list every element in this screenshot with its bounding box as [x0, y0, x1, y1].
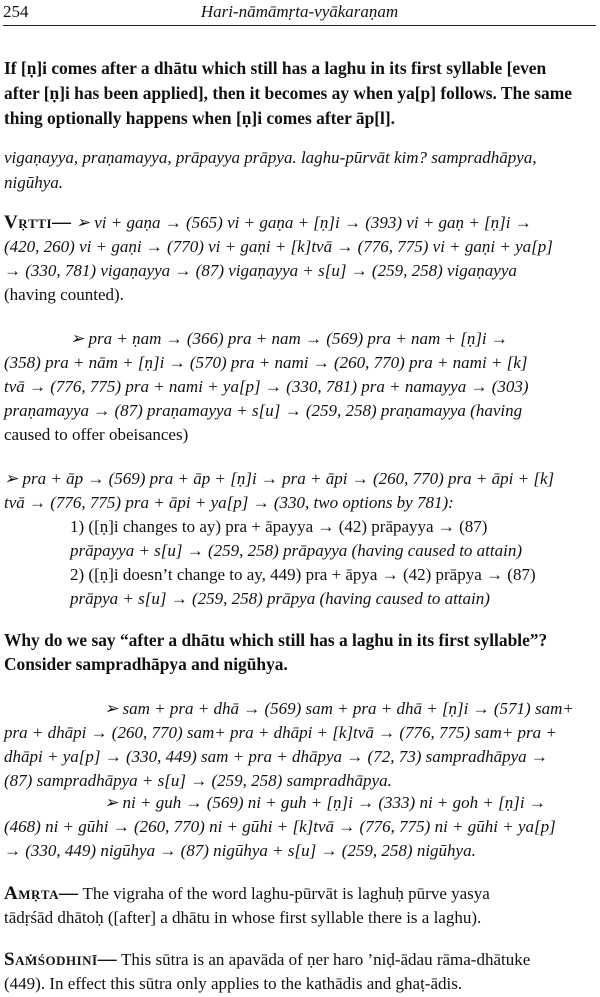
derivation-line: (358) pra + nām + [ṇ]i → (570) pra + nami → (260, 770) pra + nami + [k]: [4, 353, 528, 372]
amrta-heading: Amṛta—: [4, 883, 79, 904]
derivation-line: (87) sampradhāpya + s[u] → (259, 258) sampradhāpya.: [4, 771, 392, 790]
examples-line: vigaṇayya, praṇamayya, prāpayya prāpya. laghu-pūrvāt kim? sampradhāpya,: [4, 148, 537, 167]
vrtti-derivation-pranam: [4, 327, 594, 447]
derivation-line: caused to offer obeisances): [4, 425, 189, 444]
counter-derivation-niguh: [4, 791, 594, 863]
question-line: Consider sampradhāpya and nigūhya.: [4, 654, 288, 674]
commentary-line: (449). In effect this sūtra only applies to the kathādis and ghaṭ-ādis.: [4, 974, 463, 993]
derivation-line: (420, 260) vi + gaṇi → (770) vi + gaṇi + [k]tvā → (776, 775) vi + gaṇi + ya[p]: [4, 237, 553, 256]
samsodhini-heading: Saṁśodhinī—: [4, 949, 118, 970]
vrtti-derivation-vigana: [4, 211, 594, 307]
option-one: [4, 515, 594, 563]
derivation-line: tvā → (776, 775) pra + āpi + ya[p] → (330, two options by 781):: [4, 493, 454, 512]
derivation-line: → (330, 449) nigūhya → (87) nigūhya + s[u] → (259, 258) nigūhya.: [4, 841, 476, 860]
amrta-commentary: [4, 882, 594, 930]
derivation-line: ➢ pra + ṇam → (366) pra + nam → (569) pra + nam + [ṇ]i →: [70, 329, 508, 348]
derivation-line: ➢ ni + guh → (569) ni + guh + [ṇ]i → (333) ni + goh + [ṇ]i →: [104, 793, 546, 812]
derivation-line: pra + dhāpi → (260, 770) sam+ pra + dhāpi + [k]tvā → (776, 775) sam+ pra +: [4, 723, 557, 742]
page-header: [3, 2, 596, 24]
derivation-line: → (330, 781) vigaṇayya → (87) vigaṇayya + s[u] → (259, 258) vigaṇayya: [4, 261, 517, 280]
page-number: 254: [3, 2, 29, 21]
option-line: prāpayya + s[u] → (259, 258) prāpayya (having caused to attain): [70, 541, 522, 560]
derivation-line: praṇamayya → (87) praṇamayya + s[u] → (259, 258) praṇamayya (having: [4, 401, 523, 420]
commentary-line: The vigraha of the word laghu-pūrvāt is laghuḥ pūrve yasya: [82, 884, 490, 903]
header-rule: [3, 25, 596, 26]
examples-block: [4, 145, 594, 195]
vrtti-heading: Vṛtti—: [4, 212, 72, 233]
option-two: [4, 563, 594, 611]
vrtti-derivation-prap: [4, 467, 594, 611]
derivation-line: ➢ vi + gaṇa → (565) vi + gaṇa + [ṇ]i → (393) vi + gaṇ + [ṇ]i →: [75, 213, 532, 232]
rule-line: after [ṇ]i has been applied], then it becomes ay when ya[p] follows. The same: [4, 83, 572, 103]
rule-line: thing optionally happens when [ṇ]i comes after āp[l].: [4, 108, 396, 128]
samsodhini-commentary: [4, 948, 594, 996]
question-line: Why do we say “after a dhātu which still has a laghu in its first syllable”?: [4, 630, 548, 650]
derivation-line: dhāpi + ya[p] → (330, 449) sam + pra + dhāpya → (72, 73) sampradhāpya →: [4, 747, 548, 766]
commentary-line: tādṛśād dhātoḥ ([after] a dhātu in whose first syllable there is a laghu).: [4, 908, 482, 927]
counter-derivation-sampradha: [4, 697, 594, 793]
derivation-line: ➢ sam + pra + dhā → (569) sam + pra + dhā + [ṇ]i → (571) sam+: [104, 699, 574, 718]
option-line: 1) ([ṇ]i changes to ay) pra + āpayya → (42) prāpayya → (87): [70, 517, 488, 536]
examples-line: nigūhya.: [4, 173, 64, 192]
rule-line: If [ṇ]i comes after a dhātu which still has a laghu in its first syllable [even: [4, 58, 547, 78]
commentary-line: This sūtra is an apavāda of ṇer haro ’niḍ-ādau rāma-dhātuke: [121, 950, 531, 969]
derivation-line: (having counted).: [4, 285, 124, 304]
derivation-line: (468) ni + gūhi → (260, 770) ni + gūhi + [k]tvā → (776, 775) ni + gūhi + ya[p]: [4, 817, 556, 836]
running-title: Hari-nāmāmṛta-vyākaraṇam: [200, 2, 399, 21]
derivation-line: ➢ pra + āp → (569) pra + āp + [ṇ]i → pra + āpi → (260, 770) pra + āpi + [k]: [4, 469, 555, 488]
option-line: 2) ([ṇ]i doesn’t change to ay, 449) pra + āpya → (42) prāpya → (87): [70, 565, 536, 584]
derivation-line: tvā → (776, 775) pra + nami + ya[p] → (330, 781) pra + namayya → (303): [4, 377, 529, 396]
option-line: prāpya + s[u] → (259, 258) prāpya (having caused to attain): [70, 589, 490, 608]
sutra-rule: [4, 56, 594, 131]
question-block: [4, 628, 594, 676]
